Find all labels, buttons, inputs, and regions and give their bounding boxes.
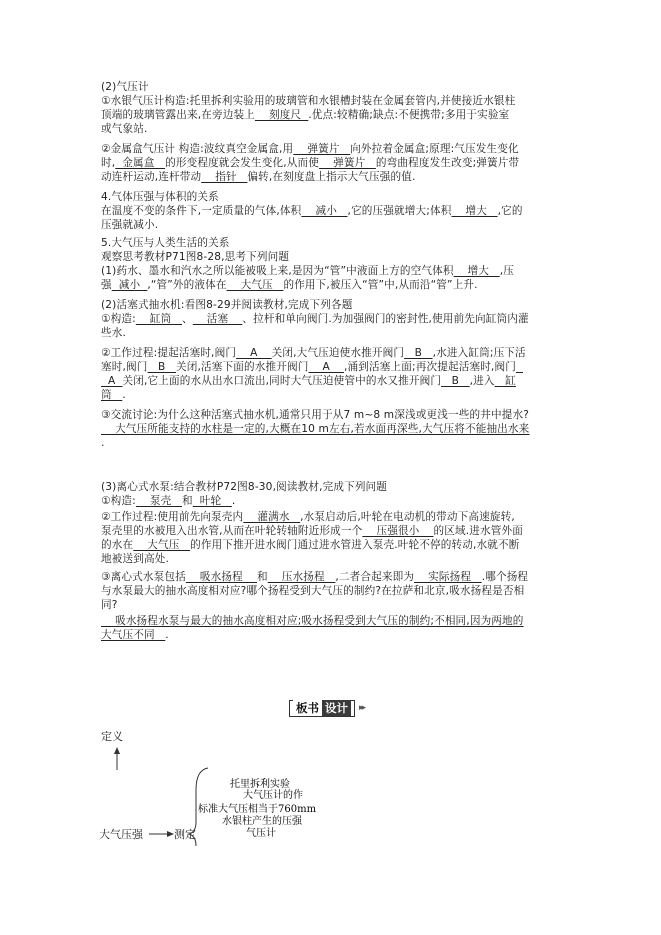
text-segment: ①构造:: [101, 313, 136, 325]
text-segment: ,二者合起来即为: [335, 571, 415, 583]
answer-blank: 增大: [451, 205, 498, 217]
answer-blank: 压水扬程: [267, 571, 336, 583]
answer-blank: 金属盒: [115, 157, 166, 169]
answer-blank: 泵壳: [135, 495, 182, 507]
text-segment: 顶端的玻璃管露出来,在旁边装上: [101, 109, 255, 121]
answer-blank: A: [308, 361, 345, 373]
measure-arrow-head-icon: [167, 831, 174, 837]
text-segment: ,压: [499, 265, 514, 277]
text-segment: .: [165, 629, 169, 641]
text-segment: 强: [101, 279, 112, 291]
text-segment: ,水泵启动后,叶轮在电动机的带动下高速旋转,: [300, 511, 515, 523]
text-segment: 动连杆运动,连杆带动: [101, 171, 202, 183]
answer-blank: 吸水扬程: [185, 571, 257, 583]
text-segment: ②工作过程:使用前先向泵壳内: [101, 511, 244, 523]
text-segment: .优点:较精确;缺点:不便携带;多用于实验室: [308, 109, 510, 121]
text-segment: 塞时,阀门: [101, 361, 148, 373]
text-segment: 向外拉着金属盒;原理:气压发生变化: [350, 143, 519, 155]
answer-blank: A: [101, 375, 123, 387]
answer-blank: 弹簧片: [319, 157, 376, 169]
answer-blank: B: [404, 347, 433, 359]
answer-blank: 增大: [453, 265, 500, 277]
text-segment: 4.气体压强与体积的关系: [101, 191, 219, 203]
text-segment: 关闭,大气压迫使水推开阀门: [271, 347, 405, 359]
answer-blank: 大气压不同: [101, 629, 166, 641]
banner-arrows: ▸▸: [359, 703, 365, 713]
answer-blank: 弹簧片: [293, 143, 351, 155]
branch-text-5: 气压计: [246, 828, 276, 839]
text-segment: 的水在: [101, 539, 134, 551]
text-segment: .哪个扬程: [481, 571, 529, 583]
answer-blank: 实际扬程: [414, 571, 482, 583]
text-segment: ,它的: [497, 205, 523, 217]
text-segment: 的弯曲程度发生改变;弹簧片带: [375, 157, 520, 169]
text-segment: (2)活塞式抽水机:看图8-29并阅读教材,完成下列各题: [101, 299, 353, 311]
text-segment: 压强就减小.: [101, 219, 159, 231]
answer-blank: 减小: [111, 279, 148, 291]
branch-text-1: 托里拆利实验: [230, 779, 290, 790]
text-segment: 的作用下推开进水阀门通过进水管进入泵壳.叶轮不停的转动,水就不断: [190, 539, 520, 551]
answer-blank: 大气压: [133, 539, 191, 551]
text-segment: (1)药水、墨水和汽水之所以能被吸上来,是因为“管”中液面上方的空气体积: [101, 265, 454, 277]
text-segment: 关闭,活塞下面的水推开阀门: [176, 361, 309, 373]
text-segment: ,进入: [469, 375, 495, 387]
text-segment: ,它的压强就增大;体积: [347, 205, 452, 217]
diagram-bottom-label: 大气压强: [99, 828, 143, 841]
answer-blank: 活塞: [192, 313, 243, 325]
branch-text-4: 水银柱产生的压强: [222, 816, 302, 827]
text-segment: (3)离心式水泵:结合教材P72图8-30,阅读教材,完成下列问题: [101, 481, 388, 493]
answer-blank: 大气压所能支持的水柱是一定的,大概在10 m左右,若水面再深些,大气压将不能抽出水来: [101, 423, 530, 435]
text-segment: 的区域.进水管外面: [433, 525, 523, 537]
text-segment: 和: [256, 571, 268, 583]
text-segment: 偏转,在刻度盘上指示大气压强的值.: [247, 171, 416, 183]
text-segment: .: [122, 389, 126, 401]
text-segment: 地被送到高处.: [101, 553, 169, 565]
diagram-measure-label: 测定: [174, 828, 196, 841]
text-segment: ,“管”外的液体在: [147, 279, 227, 291]
text-segment: 在温度不变的条件下,一定质量的气体,体积: [101, 205, 302, 217]
text-segment: 或气象站.: [101, 123, 148, 135]
answer-blank: 叶轮: [192, 495, 232, 507]
text-segment: ,涌到活塞上面;再次提起活塞时,阀门: [344, 361, 516, 373]
answer-blank: 压强很小: [362, 525, 434, 537]
answer-blank: 减小: [301, 205, 348, 217]
branch-text-3: 标准大气压相当于760mm: [198, 804, 317, 815]
banner-right-text: 设计: [322, 700, 351, 716]
banner-left-text: 板书: [293, 700, 322, 716]
text-segment: 、: [181, 313, 193, 325]
branch-text-2: 大气压计的作: [243, 790, 303, 801]
answer-blank: B: [147, 361, 177, 373]
text-segment: 些水.: [101, 327, 127, 339]
text-segment: ,水进入缸筒;压下活: [432, 347, 526, 359]
answer-blank: 大气压: [226, 279, 284, 291]
answer-blank: 吸水扬程水泵与最大的抽水高度相对应;吸水扬程受到大气压的制约;不相同,因为两地的: [101, 615, 524, 627]
up-arrow-head-icon: [114, 747, 120, 754]
text-segment: 和: [181, 495, 193, 507]
text-segment: 5.大气压与人类生活的关系: [101, 237, 230, 249]
answer-blank: 刻度尺: [254, 109, 309, 121]
text-segment: ①水银气压计构造:托里拆利实验用的玻璃管和水银槽封装在金属套管内,并使接近水银柱: [101, 95, 516, 107]
answer-blank: A: [236, 347, 272, 359]
answer-blank: 筒: [101, 389, 123, 401]
answer-blank: 缸筒: [135, 313, 182, 325]
text-segment: (2)气压计: [101, 81, 149, 93]
text-segment: ③交流讨论:为什么这种活塞式抽水机,通常只用于从7 m~8 m深浅或更浅一些的井中提水?: [101, 409, 529, 421]
answer-blank: 灌满水: [243, 511, 301, 523]
text-segment: 关闭,它上面的水从出水口流出,同时大气压迫使管中的水又推开阀门: [122, 375, 442, 387]
text-segment: 观察思考教材P71图8-28,思考下列问题: [101, 251, 290, 263]
text-segment: ②金属盒气压计 构造:波纹真空金属盒,用: [101, 143, 294, 155]
answer-blank: B: [441, 375, 470, 387]
answer-blank: 指针: [201, 171, 248, 183]
text-segment: 的形变程度就会发生变化,从而使: [165, 157, 320, 169]
text-segment: ②工作过程:提起活塞时,阀门: [101, 347, 237, 359]
text-segment: ③离心式水泵包括: [101, 571, 186, 583]
text-segment: .: [101, 437, 105, 449]
text-segment: 泵壳里的水被甩入出水管,从而在叶轮转轴附近形成一个: [101, 525, 363, 537]
text-segment: 、拉杆和单向阀门.为加强阀门的密封性,使用前先向缸筒内灌: [242, 313, 529, 325]
text-segment: ①构造:: [101, 495, 136, 507]
answer-blank: 缸: [494, 375, 516, 387]
text-segment: 的作用下,被压入“管”中,从而沿“管”上升.: [283, 279, 478, 291]
diagram-top-label: 定义: [101, 730, 123, 743]
text-segment: 时,: [101, 157, 116, 169]
text-segment: 同?: [101, 599, 118, 611]
text-segment: 与水泵最大的抽水高度相对应?哪个扬程受到大气压的制约?在拉萨和北京,吸水扬程是否相: [101, 585, 525, 597]
text-segment: .: [231, 495, 236, 507]
